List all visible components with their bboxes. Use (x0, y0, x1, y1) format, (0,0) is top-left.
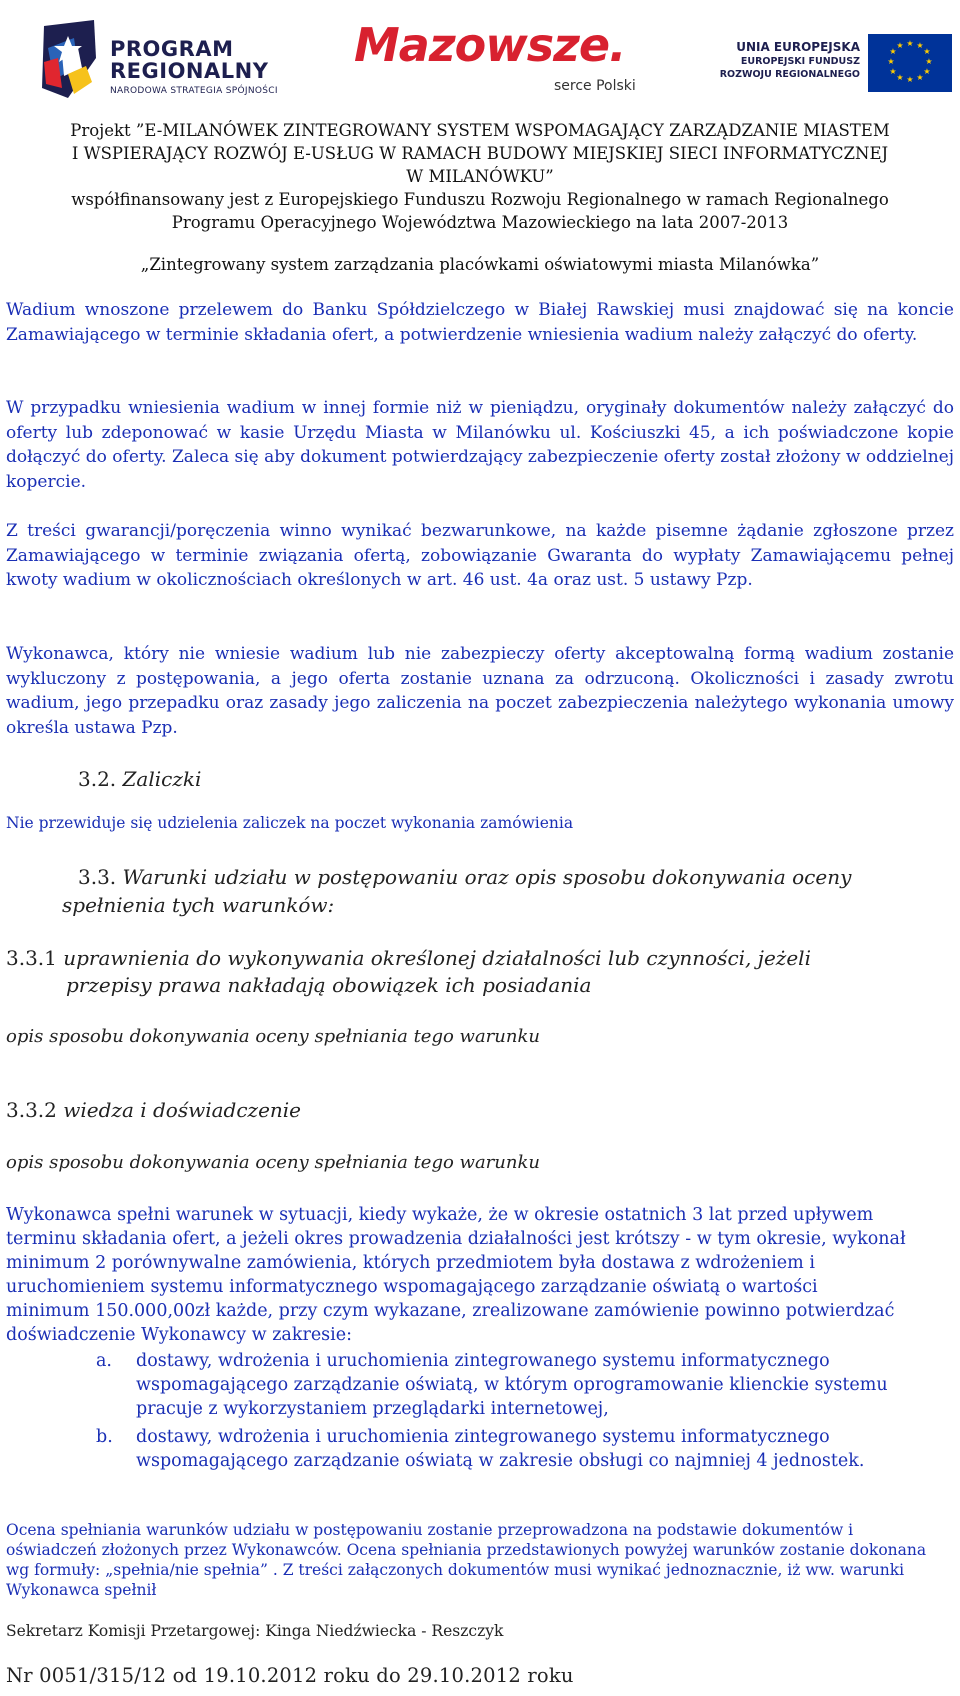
program-title-line2: REGIONALNY (110, 59, 269, 83)
heading-3-3-number: 3.3. (78, 865, 117, 889)
heading-3-3-1-number: 3.3.1 (6, 946, 57, 970)
list-item-b: dostawy, wdrożenia i uruchomienia zintegrowanego systemu informatycznego wspomagającego zarządzanie oświatą w zakresie obsługi co najmniej 4 jednostek. (136, 1427, 865, 1471)
list-marker-a: a. (96, 1351, 112, 1371)
paragraph-wykluczenie: Wykonawca, który nie wniesie wadium lub nie zabezpieczy oferty akceptowalną formą wadium zostanie wykluczony z postępowania, a jego oferta zostanie uznana za odrzuconą. Okoliczności i zasady zwrotu wadium, jego przepadku oraz zasady jego zaliczenia na poczet zabezpieczenia należytego wykonania umowy określa ustawa Pzp. (6, 644, 954, 738)
svg-text:★: ★ (896, 41, 904, 50)
svg-text:★: ★ (925, 57, 933, 66)
paragraph-warunek: Wykonawca spełni warunek w sytuacji, kiedy wykaże, że w okresie ostatnich 3 lat przed upływem terminu składania ofert, a jeżeli okres prowadzenia działalności jest krótszy - w tym okresie, wykonał minimum 2 porównywalne zamówienia, których przedmiotem była dostawa z wdrożeniem i uruchomieniem systemu informatycznego wspomagającego zarządzanie oświatą o wartości minimum 150.000,00zł każde, przy czym wykazane, zrealizowane zamówienie powinno potwierdzać doświadczenie Wykonawcy w zakresie: (6, 1205, 906, 1345)
heading-3-3-1 (6, 945, 811, 971)
svg-text:★: ★ (916, 41, 924, 50)
heading-3-2-title: Zaliczki (122, 767, 202, 791)
svg-text:★: ★ (923, 47, 931, 56)
mazowsze-wordmark: Mazowsze. (354, 18, 626, 72)
paragraph-wadium-inna-forma: W przypadku wniesienia wadium w innej formie niż w pieniądzu, oryginały dokumentów należy załączyć do oferty lub zdeponować w kasie Urzędu Miasta w Milanówku ul. Kościuszki 45, a ich poświadczone kopie dołączyć do oferty. Zaleca się aby dokument potwierdzający zabezpieczenie oferty został złożony w oddzielnej kopercie. (6, 398, 954, 492)
svg-text:★: ★ (916, 73, 924, 82)
paragraph-wadium-przelew: Wadium wnoszone przelewem do Banku Spółdzielczego w Białej Rawskiej musi znajdować się na koncie Zamawiającego w terminie składania ofert, a potwierdzenie wniesienia wadium należy załączyć do oferty. (6, 300, 954, 345)
heading-3-3-2 (6, 1097, 301, 1123)
program-regionalny-logo (38, 14, 328, 104)
footer-number: Nr 0051/315/12 od 19.10.2012 roku do 29.10.2012 roku (6, 1664, 574, 1687)
project-line4: współfinansowany jest z Europejskiego Funduszu Rozwoju Regionalnego w ramach Regionalnego (71, 190, 889, 209)
heading-3-2 (78, 766, 201, 792)
heading-3-2-number: 3.2. (78, 767, 117, 791)
heading-3-3 (78, 864, 851, 890)
paragraph-ocena: Ocena spełniania warunków udziału w postępowaniu zostanie przeprowadzona na podstawie dokumentów i oświadczeń złożonych przez Wykonawców. Ocena spełniania przedstawionych powyżej warunków zostanie dokonana wg formuły: „spełnia/nie spełnia” . Z treści załączonych dokumentów musi wynikać jednoznacznie, iż ww. warunki Wykonawca spełnił (6, 1521, 927, 1599)
eu-text-line3: ROZWOJU REGIONALNEGO (719, 69, 860, 80)
project-line2: I WSPIERAJĄCY ROZWÓJ E-USŁUG W RAMACH BUDOWY MIEJSKIEJ SIECI INFORMATYCZNEJ (71, 144, 889, 163)
program-title (110, 38, 268, 82)
heading-3-3-title-line2: spełnienia tych warunków: (62, 893, 335, 917)
heading-3-3-title-line1: Warunki udziału w postępowaniu oraz opis sposobu dokonywania oceny (122, 865, 852, 889)
mazowsze-tagline: serce Polski (554, 78, 636, 94)
eu-text (712, 40, 860, 81)
svg-text:★: ★ (889, 47, 897, 56)
opis-sposobu-1: opis sposobu dokonywania oceny spełniania tego warunku (6, 1026, 540, 1047)
heading-3-3-2-title: wiedza i doświadczenie (63, 1098, 302, 1122)
program-title-line1: PROGRAM (110, 37, 234, 61)
eu-text-line1: UNIA EUROPEJSKA (736, 40, 860, 54)
program-subtitle: NARODOWA STRATEGIA SPÓJNOŚCI (110, 86, 278, 96)
project-line3: W MILANÓWKU” (406, 167, 554, 186)
project-subtitle: „Zintegrowany system zarządzania placówkami oświatowymi miasta Milanówka” (140, 255, 820, 274)
opis-sposobu-2: opis sposobu dokonywania oceny spełniania tego warunku (6, 1152, 540, 1173)
svg-text:★: ★ (923, 67, 931, 76)
heading-3-3-1-title-line1: uprawnienia do wykonywania określonej działalności lub czynności, jeżeli (63, 946, 811, 970)
eu-flag-icon (868, 34, 952, 92)
eu-text-line2: EUROPEJSKI FUNDUSZ (740, 56, 860, 67)
footer-secretary: Sekretarz Komisji Przetargowej: Kinga Niedźwiecka - Reszczyk (6, 1622, 504, 1640)
heading-3-3-1-title-line2: przepisy prawa nakładają obowiązek ich posiadania (66, 973, 592, 997)
mazowsze-logo (354, 18, 654, 102)
svg-text:★: ★ (906, 39, 914, 48)
paragraph-gwarancja: Z treści gwarancji/poręczenia winno wynikać bezwarunkowe, na każde pisemne żądanie zgłoszone przez Zamawiającego w terminie związania ofertą, zobowiązanie Gwaranta do wypłaty Zamawiającemu pełnej kwoty wadium w okolicznościach określonych w art. 46 ust. 4a oraz ust. 5 ustawy Pzp. (6, 521, 954, 590)
heading-3-3-1-line2 (66, 972, 591, 998)
svg-text:★: ★ (896, 73, 904, 82)
project-line5: Programu Operacyjnego Województwa Mazowieckiego na lata 2007-2013 (171, 213, 789, 232)
project-line1: Projekt ”E-MILANÓWEK ZINTEGROWANY SYSTEM WSPOMAGAJĄCY ZARZĄDZANIE MIASTEM (70, 121, 890, 140)
header-logos (0, 8, 960, 108)
list-item-a: dostawy, wdrożenia i uruchomienia zintegrowanego systemu informatycznego wspomagającego zarządzanie oświatą, w którym oprogramowanie klienckie systemu pracuje z wykorzystaniem przeglądarki internetowej, (136, 1351, 888, 1419)
zaliczki-text: Nie przewiduje się udzielenia zaliczek na poczet wykonania zamówienia (6, 814, 574, 832)
eu-logo (708, 28, 948, 94)
list-marker-b: b. (96, 1427, 113, 1447)
program-flag-icon (38, 18, 100, 100)
heading-3-3-2-number: 3.3.2 (6, 1098, 57, 1122)
svg-text:★: ★ (887, 57, 895, 66)
svg-text:★: ★ (889, 67, 897, 76)
heading-3-3-line2 (62, 892, 334, 918)
svg-text:★: ★ (906, 75, 914, 84)
